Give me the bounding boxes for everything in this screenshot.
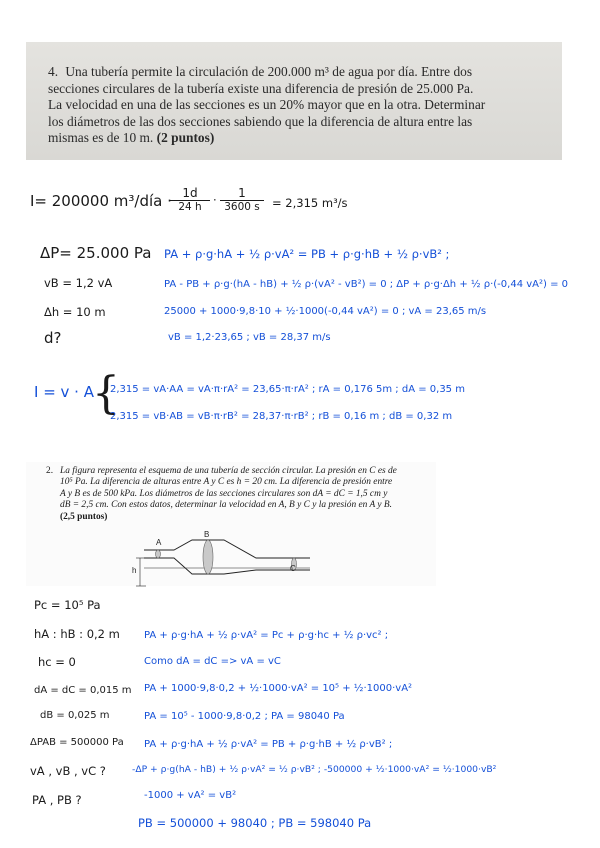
problem-4-number: 4. [48, 64, 59, 79]
bernoulli-rearranged: PA - PB + ρ·g·(hA - hB) + ½ ρ·(vA² - vB²) = 0 ; ΔP + ρ·g·Δh + ½ ρ·(-0,44 vA²) = 0 [164, 279, 568, 290]
pa-result: PA = 10⁵ - 1000·9,8·0,2 ; PA = 98040 Pa [144, 711, 345, 722]
problem-2-statement [46, 466, 398, 523]
left-brace: { [92, 368, 120, 419]
given-delta-p: ΔP= 25.000 Pa [40, 244, 152, 262]
problem-4-statement [26, 42, 562, 160]
fraction-1-denominator: 24 h [178, 201, 202, 213]
bernoulli-a-c-numeric: PA + 1000·9,8·0,2 + ½·1000·vA² = 10⁵ + ½·1000·vA² [144, 683, 413, 694]
label-h: h [132, 566, 137, 575]
fraction-2-denominator: 3600 s [224, 201, 260, 213]
flow-rate-result: = 2,315 m³/s [272, 196, 348, 210]
problem-4-line-5: mismas es de 10 m. [48, 130, 154, 146]
unknown-velocities: vA , vB , vC ? [30, 764, 106, 778]
velocity-relation: -1000 + vA² = vB² [144, 790, 237, 801]
problem-4-points: (2 puntos) [156, 130, 215, 146]
label-a: A [156, 538, 162, 547]
pipe-diagram [132, 528, 312, 604]
problem-2-text: La figura representa el esquema de una tubería de sección circular. La presión en C es de 10⁵ Pa. La diferencia de alturas entre A y C es h = 20 cm. La diferencia de presión entre A y B es de 500 kPa. Los diámetros de las secciones circulares son dA = dC = 1,5 cm y dB = 2,5 cm. Con estos datos, determinar la velocidad en A, B y C y la presión en A y B. [60, 466, 397, 511]
fraction-day-hours [170, 186, 210, 213]
problem-4-line-4: los diámetros de las dos secciones sabiendo que la diferencia de altura entre las [48, 113, 473, 129]
flow-rate-lhs: I= 200000 m³/día · [30, 192, 172, 210]
bernoulli-numeric: 25000 + 1000·9,8·10 + ½·1000(-0,44 vA²) = 0 ; vA = 23,65 m/s [164, 306, 487, 317]
velocity-equality: Como dA = dC => vA = vC [144, 656, 281, 667]
given-pc: Pc = 10⁵ Pa [34, 598, 101, 612]
given-db: dB = 0,025 m [40, 710, 110, 721]
problem-4-line-1: Una tubería permite la circulación de 200.000 m³ de agua por día. Entre dos [65, 64, 473, 79]
fraction-1-numerator: 1d [170, 186, 210, 201]
bernoulli-equation: PA + ρ·g·hA + ½ ρ·vA² = PB + ρ·g·hB + ½ ρ·vB² ; [164, 247, 450, 261]
given-hc: hc = 0 [38, 655, 76, 669]
bernoulli-a-b: PA + ρ·g·hA + ½ ρ·vA² = PB + ρ·g·hB + ½ ρ·vB² ; [144, 739, 393, 750]
problem-4-line-2: secciones circulares de la tubería existe una diferencia de presión de 25.000 Pa. [48, 80, 474, 96]
unknown-pressures: PA , PB ? [32, 793, 82, 807]
continuity-section-b: 2,315 = vB·AB = vB·π·rB² = 28,37·π·rB² ; rB = 0,16 m ; dB = 0,32 m [110, 411, 453, 422]
unknown-diameters: d? [44, 329, 62, 347]
problem-4-line-3: La velocidad en una de las secciones es un 20% mayor que en la otra. Determinar [48, 97, 486, 113]
continuity-section-a: 2,315 = vA·AA = vA·π·rA² = 23,65·π·rA² ; rA = 0,176 5m ; dA = 0,35 m [110, 384, 465, 395]
given-heights: hA : hB : 0,2 m [34, 627, 120, 641]
vb-result: vB = 1,2·23,65 ; vB = 28,37 m/s [168, 332, 331, 343]
continuity-lhs: I = v · A [34, 383, 94, 401]
problem-2-points: (2,5 puntos) [60, 511, 108, 522]
given-delta-p-ab: ΔPAB = 500000 Pa [30, 737, 124, 748]
given-delta-h: Δh = 10 m [44, 305, 106, 319]
bernoulli-a-c: PA + ρ·g·hA + ½ ρ·vA² = Pc + ρ·g·hc + ½ ρ·vc² ; [144, 630, 389, 641]
given-da-dc: dA = dC = 0,015 m [34, 685, 132, 696]
bernoulli-a-b-numeric: -ΔP + ρ·g(hA - hB) + ½ ρ·vA² = ½ ρ·vB² ; -500000 + ½·1000·vA² = ½·1000·vB² [132, 764, 497, 775]
fraction-hour-seconds [220, 186, 264, 213]
problem-2-number: 2. [46, 466, 54, 476]
multiply-dot: · [213, 193, 217, 207]
label-c: C [290, 564, 296, 573]
label-b: B [204, 530, 210, 539]
fraction-2-numerator: 1 [220, 186, 264, 201]
given-vb: vB = 1,2 vA [44, 276, 113, 290]
pb-result: PB = 500000 + 98040 ; PB = 598040 Pa [138, 816, 372, 830]
